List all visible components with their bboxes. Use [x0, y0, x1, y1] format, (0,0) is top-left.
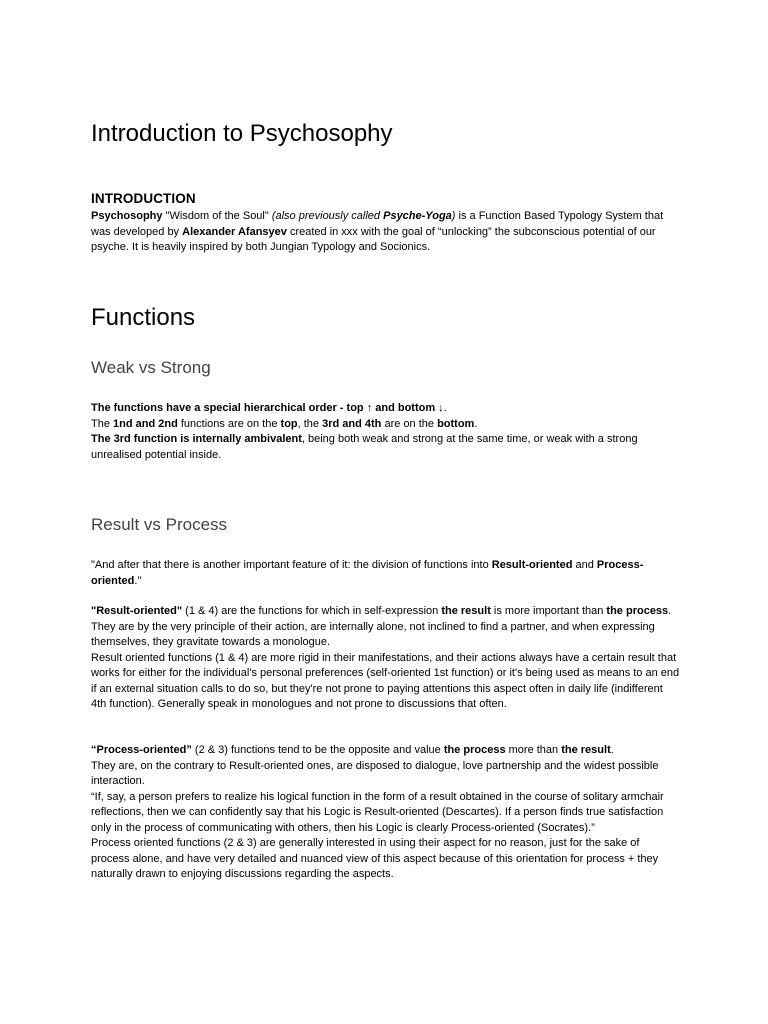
ro-text-b: (1 & 4) are the functions for which in self-expression	[182, 605, 442, 617]
the-process-term: the process	[606, 605, 669, 617]
hierarchy-period: .	[443, 402, 447, 414]
process-oriented-principle: They are, on the contrary to Result-oriented ones, are disposed to dialogue, love partnership and the widest possible interaction.	[91, 759, 659, 787]
document-title: Introduction to Psychosophy	[91, 120, 393, 147]
result-oriented-term: Result-oriented	[491, 559, 573, 571]
positions-line	[91, 417, 681, 433]
top-word: top	[280, 417, 298, 430]
process-oriented-detail: Process oriented functions (2 & 3) are generally interested in using their aspect for no reason, just for the sake of process alone, and have very detailed and nuanced view of this aspect because of this orientation for process + they naturally drawn to enjoying discussions regarding the aspects.	[91, 837, 659, 880]
aka-note-open: (also previously called	[271, 210, 384, 222]
process-oriented-term: Process-oriented	[91, 559, 644, 587]
quote-text-c: and	[572, 559, 597, 571]
po-period: .	[610, 744, 614, 756]
bottom-word: bottom	[437, 417, 475, 430]
result-oriented-definition	[91, 604, 681, 620]
hierarchy-statement: The functions have a special hierarchical order - top ↑ and bottom ↓	[91, 402, 444, 414]
positions-text-a: The	[91, 417, 114, 430]
weak-vs-strong-body	[91, 401, 681, 463]
result-oriented-section	[91, 604, 681, 713]
process-oriented-definition	[91, 743, 681, 759]
aka-note-close: )	[451, 210, 456, 222]
result-oriented-label: "Result-oriented"	[91, 605, 183, 617]
po-text-d: more than	[505, 744, 562, 756]
positions-text-g: are on the	[381, 417, 438, 430]
weak-vs-strong-heading: Weak vs Strong	[91, 358, 211, 377]
positions-period: .	[474, 417, 478, 430]
po-the-process-term: the process	[443, 744, 506, 756]
top-functions: 1nd and 2nd	[113, 417, 178, 430]
quote-text-a: "And after that there is another important feature of it: the division of functions into	[91, 559, 492, 571]
third-function-text: , being both weak and strong at the same time, or weak with a strong unrealised potential inside.	[91, 433, 638, 461]
result-oriented-detail: Result oriented functions (1 & 4) are more rigid in their manifestations, and their actions always have a certain result that works for either for the individual's personal preferences (self-oriented 1st function) or it's being used as means to an end if an external situation calls to do so, but they're not prone to paying attentions this aspect often in daily life (indifferent 4th function). Generally speak in monologues and not prone to discussions that often.	[91, 651, 680, 710]
ro-period: .	[668, 605, 672, 617]
the-result-term: the result	[441, 605, 491, 617]
psychosophy-term: Psychosophy	[91, 210, 163, 222]
result-oriented-principle: They are by the very principle of their action, are internally alone, not inclined to find a partner, and when expressing themselves, they gravitate towards a monologue.	[91, 620, 655, 648]
introduction-paragraph	[91, 209, 681, 256]
third-function-line	[91, 432, 681, 463]
bottom-functions: 3rd and 4th	[322, 417, 382, 430]
result-vs-process-heading: Result vs Process	[91, 515, 228, 534]
process-oriented-label: “Process-oriented”	[91, 744, 192, 756]
po-the-result-term: the result	[561, 744, 611, 756]
functions-heading: Functions	[91, 304, 196, 331]
positions-text-e: , the	[297, 417, 323, 430]
quote-end: ."	[134, 574, 142, 587]
hierarchy-line	[91, 401, 681, 417]
division-quote	[91, 558, 681, 589]
descartes-socrates-quote: “If, say, a person prefers to realize his logical function in the form of a result obtained in the course of solitary armchair reflections, then we can confidently say that his Logic is Result-oriented (Descartes). If a person finds true satisfaction only in the process of communicating with others, then his Logic is clearly Process-oriented (Socrates).”	[91, 790, 664, 834]
intro-text-3: created in xxx with the goal of “unlocking” the subconscious potential of our psyche. It is heavily inspired by both Jungian Typology and Socionics.	[91, 225, 656, 253]
ro-text-d: is more important than	[490, 605, 607, 617]
psyche-yoga-term: Psyche-Yoga	[383, 210, 452, 222]
author-name: Alexander Afansyev	[182, 225, 287, 238]
intro-text-1: "Wisdom of the Soul"	[162, 210, 272, 222]
positions-text-c: functions are on the	[177, 417, 281, 430]
introduction-heading: INTRODUCTION	[91, 191, 196, 206]
po-text-b: (2 & 3) functions tend to be the opposite and value	[191, 744, 444, 756]
intro-text-2: is a Function Based Typology System that was developed by	[91, 210, 664, 238]
third-function-statement: The 3rd function is internally ambivalent	[91, 433, 302, 445]
process-oriented-section	[91, 743, 681, 883]
